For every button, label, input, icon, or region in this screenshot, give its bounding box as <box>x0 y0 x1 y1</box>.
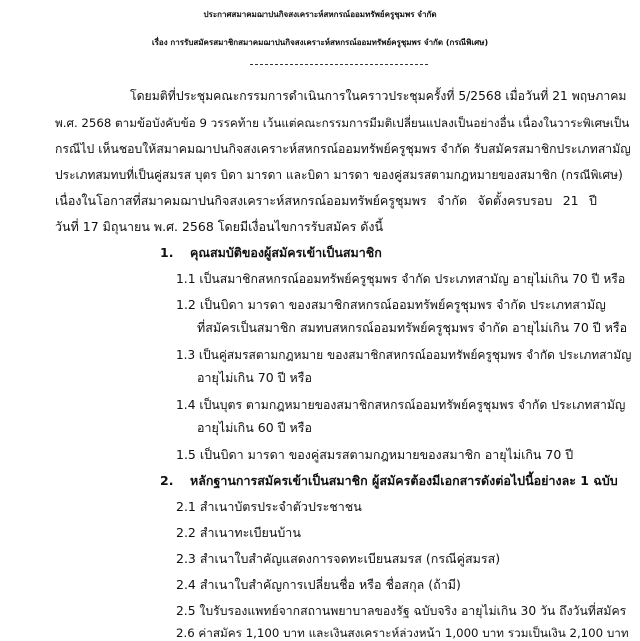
announcement-subject: เรื่อง การรับสมัครสมาชิกสมาคมฌาปนกิจสงเคราะห์สหกรณ์ออมทรัพย์ครูชุมพร จำกัด (กรณีพิเศษ) <box>151 38 489 47</box>
list-item: 1.2 เป็นบิดา มารดา ของสมาชิกสหกรณ์ออมทรัพย์ครูชุมพร จำกัด ประเภทสามัญ <box>176 297 606 312</box>
intro-line: เนื่องในโอกาสที่สมาคมฌาปนกิจสงเคราะห์สหกรณ์ออมทรัพย์ครูชุมพร จำกัด จัดตั้งครบรอบ 21 ปี <box>55 193 597 208</box>
intro-line: ประเภทสมทบที่เป็นคู่สมรส บุตร บิดา มารดา และบิดา มารดา ของคู่สมรสตามกฎหมายของสมาชิก (กรณีพิเศษ) <box>55 168 623 182</box>
list-item-continuation: ที่สมัครเป็นสมาชิก สมทบสหกรณ์ออมทรัพย์ครูชุมพร จำกัด อายุไม่เกิน 70 ปี หรือ <box>197 320 628 335</box>
list-item: 1.4 เป็นบุตร ตามกฎหมายของสมาชิกสหกรณ์ออมทรัพย์ครูชุมพร จำกัด ประเภทสามัญ <box>176 398 626 412</box>
section-1-heading <box>160 245 382 261</box>
intro-line: พ.ศ. 2568 ตามข้อบังคับข้อ 9 วรรคท้าย เว้นแต่คณะกรรมการมีมติเปลี่ยนแปลงเป็นอย่างอื่น เนื่องในวาระพิเศษเป็น <box>55 116 630 130</box>
announcement-title: ประกาศสมาคมฌาปนกิจสงเคราะห์สหกรณ์ออมทรัพย์ครูชุมพร จำกัด <box>203 10 437 19</box>
intro-line: กรณีไป เห็นชอบให้สมาคมฌาปนกิจสงเคราะห์สหกรณ์ออมทรัพย์ครูชุมพร จำกัด รับสมัครสมาชิกประเภทสามัญ <box>55 142 631 156</box>
section-title: คุณสมบัติของผู้สมัครเข้าเป็นสมาชิก <box>190 245 382 260</box>
intro-line: วันที่ 17 มิถุนายน พ.ศ. 2568 โดยมีเงื่อนไขการรับสมัคร ดังนี้ <box>55 219 384 234</box>
list-item-continuation: อายุไม่เกิน 70 ปี หรือ <box>197 370 312 385</box>
list-item: 1.1 เป็นสมาชิกสหกรณ์ออมทรัพย์ครูชุมพร จำกัด ประเภทสามัญ อายุไม่เกิน 70 ปี หรือ <box>176 272 626 286</box>
section-number: 2. <box>160 473 174 488</box>
list-item: 2.2 สำเนาทะเบียนบ้าน <box>176 525 301 540</box>
list-item: 2.5 ใบรับรองแพทย์จากสถานพยาบาลของรัฐ ฉบับจริง อายุไม่เกิน 30 วัน ถึงวันที่สมัคร <box>176 604 627 618</box>
list-item: 2.4 สำเนาใบสำคัญการเปลี่ยนชื่อ หรือ ชื่อสกุล (ถ้ามี) <box>176 577 461 592</box>
section-title: หลักฐานการสมัครเข้าเป็นสมาชิก ผู้สมัครต้องมีเอกสารดังต่อไปนี้อย่างละ 1 ฉบับ <box>190 473 618 488</box>
list-item-continuation: อายุไม่เกิน 60 ปี หรือ <box>197 420 312 435</box>
section-2-heading <box>160 473 618 489</box>
list-item: 2.1 สำเนาบัตรประจำตัวประชาชน <box>176 499 362 514</box>
list-item: 1.3 เป็นคู่สมรสตามกฎหมาย ของสมาชิกสหกรณ์ออมทรัพย์ครูชุมพร จำกัด ประเภทสามัญ <box>176 348 632 362</box>
list-item: 2.3 สำเนาใบสำคัญแสดงการจดทะเบียนสมรส (กรณีคู่สมรส) <box>176 551 501 566</box>
list-item: 2.6 ค่าสมัคร 1,100 บาท และเงินสงเคราะห์ล่วงหน้า 1,000 บาท รวมเป็นเงิน 2,100 บาท <box>176 626 629 640</box>
list-item: 1.5 เป็นบิดา มารดา ของคู่สมรสตามกฎหมายของสมาชิก อายุไม่เกิน 70 ปี <box>176 447 574 462</box>
intro-line: โดยมติที่ประชุมคณะกรรมการดำเนินการในคราวประชุมครั้งที่ 5/2568 เมื่อวันที่ 21 พฤษภาคม <box>130 89 627 103</box>
dashed-divider <box>250 64 428 65</box>
section-number: 1. <box>160 245 174 260</box>
